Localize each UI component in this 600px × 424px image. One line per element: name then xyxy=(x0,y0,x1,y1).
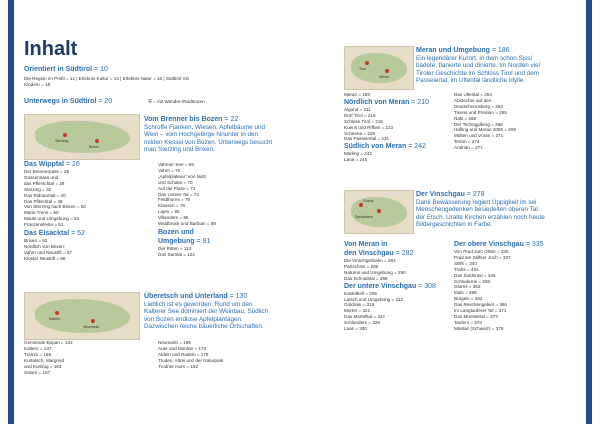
list-item[interactable]: Kaltern = 147 xyxy=(24,345,52,351)
list-item[interactable]: Von Prad zum Ortler = 336 xyxy=(454,249,509,254)
region-map-vinschgau: Schlanders Glurns xyxy=(344,190,414,234)
list-item[interactable]: Das Martelltal = 322 xyxy=(344,314,385,320)
region-map-meran: Tirol Meran xyxy=(344,46,414,90)
hiker-cyclist-icon: ⛨ xyxy=(148,99,152,105)
list-item[interactable]: Der Tschögglberg = 268 xyxy=(454,121,503,127)
entry-list xyxy=(344,107,450,142)
list-item[interactable]: Feldthurns = 75 xyxy=(158,197,191,203)
list-item[interactable]: Prad am Stilfser Joch = 337 xyxy=(454,254,511,260)
section-lines: Die Region im Profil = 12 | Erlebnis Kultur = 14 | Erlebnis Natur = 16 | Südtirol mit Kindern = 18 xyxy=(24,76,189,87)
list-item[interactable]: Schlanders = 328 xyxy=(344,320,380,326)
section-heading[interactable]: Unterwegs in Südtirol xyxy=(24,98,97,105)
list-item[interactable]: Das Lüsner Tal = 74 xyxy=(158,191,199,197)
list-item[interactable]: Vahrner See = 69 xyxy=(158,162,194,167)
list-item[interactable]: Schluderns = 348 xyxy=(454,278,490,284)
section-vinschgau: Der Vinschgau = 278 Dank Bewässerung regiert Üppigkeit im sei Menschengedenken besiedelten oberen Tal der Etsch. Uralte Kirchen erzählen noch heute Bildergeschichten in Farbe. xyxy=(416,190,580,229)
section-heading[interactable]: Der Vinschgau xyxy=(416,191,465,198)
list-item[interactable]: Das Ultental = 254 xyxy=(454,92,492,97)
list-item[interactable]: Der Brennerpass = 26 xyxy=(24,169,70,174)
section-heading[interactable]: Meran und Umgebung xyxy=(416,47,490,54)
section-intro: Dank Bewässerung regiert Üppigkeit im sei Menschengedenken besiedelten oberen Tal der Etsch. Uralte Kirchen erzählen noch heute Bildergeschichten in Farbe. xyxy=(416,199,545,229)
list-item[interactable]: Franzensfeste = 51 xyxy=(24,222,64,228)
list-item[interactable]: Andrian = 277 xyxy=(454,145,483,151)
list-item[interactable]: Kloster Neustift = 68 xyxy=(24,255,66,261)
map-pin-icon xyxy=(377,209,381,213)
list-item[interactable]: Gemeinde Eppan = 132 xyxy=(24,340,73,345)
section-heading[interactable]: Der untere Vinschgau xyxy=(344,282,417,290)
section-heading[interactable]: Nördlich von Meran xyxy=(344,98,410,106)
region-map-ueberetsch: Kaltern Neumarkt xyxy=(24,292,140,340)
list-item[interactable]: Nals = 268 xyxy=(454,115,477,121)
list-item[interactable]: Maria Trens = 50 xyxy=(24,210,59,216)
entry-list xyxy=(158,340,284,370)
map-pin-icon xyxy=(63,133,67,137)
section-meran: Meran und Umgebung = 186 Ein legendärer Kurort, in dem schon Sissi badete, flanierte und dinierte. Im Norden viel Tiroler Geschichte im Schloss Tirol und dem Passeiertal, im Ultental ländliche Idylle. xyxy=(416,46,580,85)
list-item[interactable]: Kastelbell = 309 xyxy=(344,290,377,296)
map-pin-icon xyxy=(95,139,99,143)
map-pin-icon xyxy=(55,311,59,315)
list-item[interactable]: Gossensass und xyxy=(24,174,59,180)
section-brenner: Vom Brenner bis Bozen = 22 Schroffe Flanken, Wiesen, Apfelbäume und Wein – vom Hochgebirge hinunter in den milden Kessel von Bozen. Unterwegs besucht man Sterzing und Brixen. xyxy=(144,115,282,154)
list-item[interactable]: Marling = 242 xyxy=(344,151,372,157)
entry-list xyxy=(158,162,282,227)
list-item: Nördlich von Brixen: xyxy=(24,243,66,249)
list-item[interactable]: Tisens und Prissian = 265 xyxy=(454,109,507,115)
list-item[interactable]: Laas = 330 xyxy=(344,326,367,332)
list-item[interactable]: Vahrn und Neustift = 67 xyxy=(24,249,73,255)
list-item[interactable]: Dorf Tirol = 216 xyxy=(344,112,376,118)
list-item[interactable]: Von Sterzing nach Brixen = 50 xyxy=(24,204,86,210)
section-heading[interactable]: Bozen und Umgebung = 91 xyxy=(158,228,211,245)
section-intro: Ein legendärer Kurort, in dem schon Sissi badete, flanierte und dinierte. Im Norden viel Tiroler Geschichte im Schloss Tirol und dem Passeiertal, im Ultental ländliche Idylle. xyxy=(416,55,540,85)
list-item[interactable]: Das Ridnauntal = 40 xyxy=(24,192,66,198)
list-item[interactable]: Kurtatsch, Margreid xyxy=(24,357,65,363)
list-item[interactable]: Das Pfitschtal = 48 xyxy=(24,198,63,204)
ueberetsch-list-1 xyxy=(24,340,142,375)
section-heading[interactable]: Das Wipptal xyxy=(24,161,64,168)
list-item[interactable]: Truden, Altrei und der Naturpark xyxy=(158,357,224,363)
legend-text: = mit Wander-/Radtouren xyxy=(153,99,205,104)
list-item[interactable]: Schenna = 225 xyxy=(344,130,376,136)
list-item[interactable]: Tramin = 159 xyxy=(24,351,52,357)
list-item[interactable]: Lajen = 85 xyxy=(158,209,180,215)
list-item[interactable]: Morter = 321 xyxy=(344,308,371,314)
entry-list xyxy=(454,92,580,151)
section-heading[interactable]: Das Eisacktal xyxy=(24,230,70,238)
list-item[interactable]: Partschins = 285 xyxy=(344,263,379,269)
list-item[interactable]: Das Sarntal = 122 xyxy=(158,251,195,257)
list-item[interactable]: Das Reschengebiet = 366 xyxy=(454,302,507,308)
list-item[interactable]: Sterzing = 32 xyxy=(24,186,52,192)
list-item[interactable]: Algund = 211 xyxy=(344,106,371,112)
list-item[interactable]: Latsch und Umgebung = 312 xyxy=(344,296,404,302)
list-item[interactable]: Müstair (Schweiz) = 376 xyxy=(454,325,504,331)
section-unterwegs: Unterwegs in Südtirol = 20 ⛨ = mit Wander-/Radtouren xyxy=(24,98,205,105)
list-item[interactable]: Kuens und Riffian = 223 xyxy=(344,124,394,130)
section-brenner-col2 xyxy=(158,162,282,258)
list-item[interactable]: Burgeis = 362 xyxy=(454,296,483,302)
list-item: Abstecher auf den xyxy=(454,97,492,103)
list-item[interactable]: Neumarkt = 169 xyxy=(158,340,191,345)
section-heading[interactable]: Orientiert in Südtirol = 10 xyxy=(24,66,108,73)
list-item[interactable]: Auf die Plose = 71 xyxy=(158,185,196,191)
list-item[interactable]: Mölten und Vöran = 271 xyxy=(454,133,504,139)
map-pin-icon xyxy=(359,203,363,207)
list-item[interactable]: Das Schnalstal = 298 xyxy=(344,275,388,281)
entry-list xyxy=(454,249,580,332)
vinschgau-list-2: Der obere Vinschgau = 335 Von Prad zum Ortler = 336 Prad am Stilfser Joch = 337 Stilfs = 340 Trafoi = 341 Das Suldental = 345 Schluderns = 348 Glurns = 352 Mals = 356 Burgeis = 362 Das Reschengebiet = 366 Im Langtauferer Tal = 371 Das Münstertal = 373 Taufers = 374 Müstair (Schweiz) = 376 xyxy=(454,240,580,332)
list-item[interactable]: Trudner Horn = 182 xyxy=(158,363,199,369)
entry-list xyxy=(344,291,454,332)
list-item[interactable]: Villanders = 86 xyxy=(158,215,189,221)
list-item[interactable]: Das Münstertal = 373 xyxy=(454,313,498,319)
map-pin-icon xyxy=(385,69,389,73)
section-intro: Lieblich ist es geworden. Rund um den Kalterer See dominiert der Weinbau. Südlich von Bozen endlose Apfelplantagen. Dazwischen reiche bäuerliche Ortschaften. xyxy=(144,301,269,331)
list-item[interactable]: Vahrn = 70 xyxy=(158,167,181,173)
list-item[interactable]: Brixen = 53 xyxy=(24,238,48,244)
vinschgau-list-1: Von Meran in den Vinschgau = 282 Die Vinschgerbahn = 284 Partschins = 285 Naturns und Umgebung = 290 Das Schnalstal = 298 Der untere Vinschgau = 308 Kastelbell = 309 Latsch und Umgebung = 312 Goldrain = 319 Morter = 321 Das Martelltal = 322 Schlanders = 328 Laas = 330 xyxy=(344,240,454,332)
list-item[interactable]: Mals = 356 xyxy=(454,290,477,296)
left-page xyxy=(22,0,284,424)
list-item[interactable]: Glurns = 352 xyxy=(454,284,481,290)
section-heading[interactable]: Überetsch und Unterland xyxy=(144,293,228,300)
right-edge-bar xyxy=(586,0,592,424)
entry-list xyxy=(344,151,450,163)
list-item[interactable]: Aldein und Radein = 178 xyxy=(158,351,209,357)
section-orientiert xyxy=(24,65,284,88)
list-item[interactable]: Lana = 245 xyxy=(344,157,368,163)
list-item[interactable]: Stilfs = 340 xyxy=(454,260,477,266)
section-heading[interactable]: Südlich von Meran xyxy=(344,143,407,151)
map-pin-icon xyxy=(365,61,369,65)
page-title: Inhalt xyxy=(24,38,78,60)
entry-list xyxy=(24,169,142,228)
section-heading[interactable]: Der obere Vinschgau xyxy=(454,241,524,248)
list-item[interactable]: Mauls und Umgebung = 51 xyxy=(24,216,80,222)
section-ueberetsch: Überetsch und Unterland = 130 Lieblich ist es geworden. Rund um den Kalterer See dominiert der Weinbau. Südlich von Bozen endlose Apfelplantagen. Dazwischen reiche bäuerliche Ortschaften. xyxy=(144,292,284,331)
meran-list-1: Meran = 189 Nördlich von Meran = 210 Algund = 211 Dorf Tirol = 216 Schloss Tirol = 216 Kuens und Riffian = 223 Schenna = 225 Das Passeiertal = 231 Südlich von Meran = 242 Marling = 242 Lana = 245 xyxy=(344,92,450,163)
list-item[interactable]: Terlan = 274 xyxy=(454,139,480,145)
meran-list-2 xyxy=(454,92,580,151)
map-pin-icon xyxy=(91,319,95,323)
ueberetsch-list-2 xyxy=(158,340,284,370)
left-edge-bar xyxy=(8,0,14,424)
list-item[interactable]: Taufers = 374 xyxy=(454,319,482,325)
list-item[interactable]: Der Ritten = 114 xyxy=(158,245,192,251)
list-item[interactable]: „Apfelplateau" von Natz xyxy=(158,173,207,179)
list-item[interactable]: Salurn = 167 xyxy=(24,369,51,375)
list-item[interactable]: das Pflerschtal = 28 xyxy=(24,180,65,186)
list-item[interactable]: Die Vinschgerbahn = 284 xyxy=(344,258,396,263)
list-item[interactable]: und Kurtinig = 163 xyxy=(24,363,62,369)
list-item[interactable]: Auer und Montan = 172 xyxy=(158,345,207,351)
list-item[interactable]: Goldrain = 319 xyxy=(344,302,375,308)
entry-list xyxy=(24,238,142,262)
entry-list xyxy=(344,258,454,282)
list-item[interactable]: und Schabs = 70 xyxy=(158,179,193,185)
entry-list xyxy=(158,246,282,258)
list-item[interactable]: Klausen = 78 xyxy=(158,203,185,209)
list-item[interactable]: Trafoi = 341 xyxy=(454,266,479,272)
list-item[interactable]: Naturns und Umgebung = 290 xyxy=(344,269,406,275)
section-heading[interactable]: Von Meran in den Vinschgau = 282 xyxy=(344,241,414,257)
region-map-brenner: Sterzing Brixen xyxy=(24,114,140,160)
section-wipptal: Das Wipptal = 26 Der Brennerpass = 26 Gossensass und das Pflerschtal = 28 Sterzing = 32 Das Ridnauntal = 40 Das Pfitschtal = 48 Von Sterzing nach Brixen = 50 Maria Trens = 50 Mauls und Umgebung = 51 Franzensfeste = 51 Das Eisacktal = 52 Brixen = 53 Nördlich von Brixen: Vahrn und Neustift = 67 Kloster Neustift = 68 xyxy=(24,160,142,262)
list-item[interactable]: Waidbruck und Barbian = 88 xyxy=(158,221,216,227)
section-heading[interactable]: Vom Brenner bis Bozen xyxy=(144,116,223,123)
list-item[interactable]: Meran = 189 xyxy=(344,92,370,97)
list-item[interactable]: Im Langtauferer Tal = 371 xyxy=(454,308,507,314)
right-page xyxy=(304,0,578,424)
list-item[interactable]: Deutschnonsberg = 262 xyxy=(454,103,503,109)
list-item[interactable]: Hafling und Meran 2000 = 269 xyxy=(454,127,516,133)
entry-list xyxy=(24,340,142,375)
list-item[interactable]: Das Suldental = 345 xyxy=(454,272,496,278)
list-item[interactable]: Schloss Tirol = 216 xyxy=(344,118,383,124)
section-intro: Schroffe Flanken, Wiesen, Apfelbäume und Wein – vom Hochgebirge hinunter in den milden Kessel von Bozen. Unterwegs besucht man Sterzing und Brixen. xyxy=(144,124,273,154)
list-item[interactable]: Das Passeiertal = 231 xyxy=(344,136,390,142)
